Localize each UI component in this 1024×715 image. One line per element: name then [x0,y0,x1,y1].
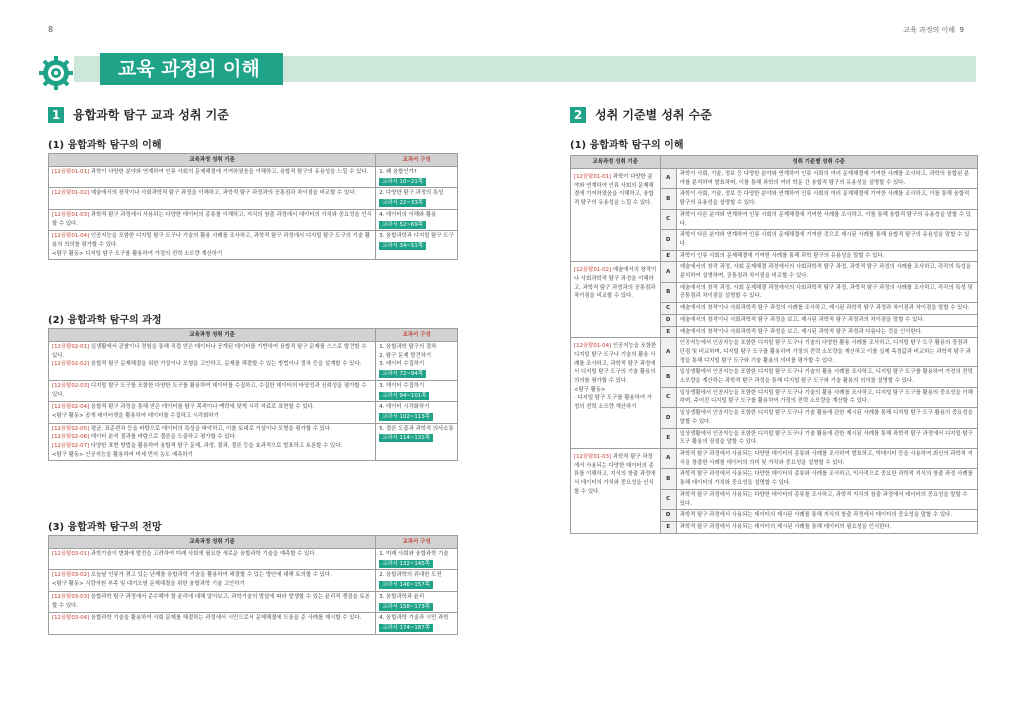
standard-code: [12융탐03-01] [52,551,90,557]
standard-line [52,403,372,412]
standard-line [52,614,372,623]
level-label: A [660,448,676,468]
textbook-cell [376,167,458,188]
standard-code: [12융탐02-03] [52,382,90,389]
standard-text: 인공지능을 포함한 디지털 탐구 도구나 기술의 활용 사례를 조사하고, 과학적 탐구 과정에서 디지털 탐구 도구의 기술 활용의 의의를 평가할 수 있다. [574,343,657,385]
subsection-title: (3) 융합과학 탐구의 전망 [48,522,162,533]
standard-code: [12융탐02-06] [52,434,90,441]
standard-text: 융합과학 기술을 활용하여 사회 문제를 해결하는 과정에서 시민으로서 문제해결에 도움을 준 사례를 제시할 수 있다. [89,615,362,622]
table-row [49,591,458,612]
standard-cell [49,342,376,381]
level-description: 예술에서의 창작이나 사회과학적 탐구 과정을 보고, 제시된 과학적 탐구 과정과 다름다는 것을 인식한다. [676,326,977,338]
standard-cell [49,423,376,461]
standard-line [574,342,657,386]
level-description: 예술에서의 창작이나 사회과학적 탐구 과정을 보고, 제시된 과학적 탐구 과정과의 차이점을 말할 수 있다. [676,314,977,326]
level-label: A [660,338,676,367]
standard-line [52,382,372,399]
level-description: 과학적 탐구 과정에서 사용되는 다양한 데이터의 종류를 조사하고, 과학적 지식의 창출 과정에서 데이터의 중요성을 말할 수 있다. [676,489,977,509]
standard-text: <탐구 활동> 식량자원 부족 및 대기오염 문제해결을 위한 융합과학 기술 고안하기 [52,581,245,588]
level-label: D [660,230,676,250]
standard-cell [571,169,661,262]
table-row [49,188,458,209]
standard-line [574,394,657,411]
page-range-badge: 교과서 10~21쪽 [379,178,426,186]
level-label: C [660,209,676,229]
level-description: 과학이 다른 분야와 연계하여 인류 사회의 문제해결에 기여한 사례를 조사하고, 이를 통해 융합적 탐구의 유용성을 말할 수 있다. [676,209,977,229]
standard-cell [49,380,376,401]
standard-cell [49,613,376,634]
standard-line [52,412,372,421]
standard-code: [12융탐03-02] [52,572,90,579]
standard-line [574,266,657,301]
level-description: 일상생활에서 인공지능을 포함한 디지털 탐구 도구나 기술 활용에 관한 제시된 사례를 통해 디지털 탐구 도구 활용의 중요성을 말할 수 있다. [676,408,977,428]
standard-line [52,425,372,434]
column-header: 성취 기준별 성취 수준 [660,156,977,169]
standard-line [52,571,372,580]
textbook-unit: 4. 융합과학 기술과 시민 과학 [379,615,449,622]
standard-line [574,386,657,395]
textbook-unit: 3. 데이터 수집하기 [379,361,425,368]
standard-code: [12융탐01-04] [574,343,612,350]
standard-code: [12융탐02-01] [52,344,90,350]
running-head-text: 교육 과정의 이해 [903,26,956,34]
standard-text: <탐구 활동> 디지털 탐구 도구를 활용하여 가정의 전력 소모량 계산하기 [52,250,223,257]
standard-line [52,580,372,589]
textbook-cell [376,613,458,634]
section-heading-2 [570,106,712,123]
level-description: 예술에서의 창작 과정, 사회 문제해결 과정에서의 사회과학적 탐구 과정, 과학적 탐구 과정의 사례를 조사하고, 각각의 특성을 분석하여 설명하며, 공통점과 차이점을 비교할 수 있다. [676,262,977,282]
level-label: D [660,314,676,326]
standard-text: 데이터 분석 결과를 바탕으로 결론을 도출하고 평가할 수 있다. [89,434,237,441]
level-label: E [660,428,676,448]
column-header: 교과서 구성 [376,329,458,342]
page-range-badge: 교과서 158~173쪽 [379,603,433,611]
level-description: 과학이 사회, 기술, 정보 등 다양한 분야와 연계하여 인류 사회의 여러 문제해결에 기여한 사례를 조사하고, 과학의 융합된 분야를 분석하여 발표하며, 이를 통해 과학의 여러 학문 간 융합적 탐구의 유용성을 설명할 수 있다. [676,169,977,189]
table-row [49,231,458,260]
column-header: 교육과정 성취 기준 [49,329,376,342]
table-row [49,549,458,570]
standard-text: 실생활에서 관찰이나 경험을 통해 직접 얻은 데이터나 공개된 데이터를 기반하여 융합적 탐구 문제를 스스로 발견할 수 있다. [52,344,367,359]
level-label: B [660,189,676,209]
page-range-badge: 교과서 174~187쪽 [379,624,433,632]
textbook-unit: 3. 융합과학과 디지털 탐구 도구 [379,233,454,240]
textbook-unit: 4. 데이터 시각화하기 [379,404,430,411]
standard-code: [12융탐01-02] [574,267,612,274]
table-row [49,423,458,461]
table-row [49,342,458,381]
standard-cell [49,167,376,188]
standard-line [52,168,372,177]
standard-cell [571,338,661,449]
level-label: D [660,408,676,428]
standard-text: 과학적 탐구 과정에서 사용되는 다양한 데이터의 종류를 이해하고, 지식의 창출 과정에서 데이터의 가치와 중요성을 인식할 수 있다. [574,453,656,495]
column-header: 교육과정 성취 기준 [49,536,376,549]
page-range-badge: 교과서 34~51쪽 [379,242,426,250]
textbook-unit: 2. 탐구 문제 발견하기 [379,352,432,359]
standard-code: [12융탐02-02] [52,361,90,368]
level-description: 과학이 사회, 기술, 정보 등 다양한 분야와 연계하여 인류 사회의 여러 문제해결에 기여한 사례를 조사하고, 이를 통해 융합적 탐구의 유용성을 설명할 수 있다. [676,189,977,209]
textbook-cell [376,342,458,381]
table-row [49,167,458,188]
banner-title: 교육 과정의 이해 [100,53,283,85]
standard-cell [49,209,376,230]
section-title: 융합과학 탐구 교과 성취 기준 [73,108,229,122]
standard-text: 과학기술이 변화에 발전을 고려하여 미래 사회에 필요한 새로운 융합과학 기술을 예측할 수 있다. [89,551,317,557]
standard-cell [49,570,376,591]
level-row [571,448,978,468]
standard-text: 예술에서의 창작이나 사회과학적 탐구 과정을 이해하고, 과학적 탐구 과정과의 공통점과 차이점을 비교할 수 있다. [574,267,657,300]
standard-cell [49,402,376,423]
level-label: A [660,262,676,282]
standard-line [52,250,372,259]
running-head [903,25,964,35]
textbook-unit: 3. 융합과학과 윤리 [379,593,425,600]
section-heading-1 [48,106,229,123]
level-label: C [660,489,676,509]
page-range-badge: 교과서 22~33쪽 [379,199,426,207]
section-number: 1 [48,107,64,123]
standard-code: [12융탐02-05] [52,425,90,432]
level-label: D [660,510,676,522]
standard-line [52,550,372,559]
table-row [49,402,458,423]
column-header: 교과서 구성 [376,536,458,549]
standard-cell [49,591,376,612]
standard-line [52,451,372,460]
standard-text: 오늘날 인류가 겪고 있는 난제를 융합과학 기술을 활용하여 해결할 수 있는 방안에 대해 토의할 수 있다. [89,572,332,579]
subsection-title: (2) 융합과학 탐구의 과정 [48,315,162,326]
level-row [571,338,978,367]
standards-table [48,535,458,635]
page-range-badge: 교과서 52~69쪽 [379,221,426,229]
standard-line [52,232,372,249]
textbook-cell [376,188,458,209]
level-label: E [660,521,676,533]
section-title: 성취 기준별 성취 수준 [595,108,712,122]
level-label: E [660,326,676,338]
standard-code: [12융탐01-04] [52,233,90,240]
level-description: 일상생활에서 인공지능을 포함한 디지털 탐구 도구나 기술의 활용 사례를 조사하고, 디지털 탐구 도구를 활용의 중요성을 이해하며, 주어진 디지털 탐구 도구를 활용하여 가정의 전력 소모량을 계산할 수 있다. [676,387,977,407]
standard-line [574,173,657,208]
textbook-unit: 1. 미래 사회와 융합과학 기술 [379,551,449,557]
level-label: B [660,282,676,302]
level-description: 과학적 탐구 과정에서 사용되는 다양한 데이터의 종류와 사례를 조사하고, 익사적으로 중요한 과학적 지식의 창출 과정 사례를 통해 데이터의 가치와 중요성을 설명할 수 있다. [676,469,977,489]
achievement-level-table [570,155,978,534]
standard-code: [12융탐01-03] [574,453,612,460]
standard-code: [12융탐02-04] [52,404,90,411]
standard-code: [12융탐01-02] [52,190,90,197]
level-description: 과학적 탐구 과정에서 사용되는 데이터의 제시된 사례를 통해 지식의 창출 과정에서 데이터의 중요성을 말할 수 있다. [676,510,977,522]
standard-line [52,360,372,369]
subsection-title: (1) 융합과학 탐구의 이해 [570,140,684,151]
level-description: 일상생활에서 인공지능을 포함한 디지털 탐구 도구나 기술 활용에 관한 제시된 사례를 통해 과학적 탐구 과정에서 디지털 탐구 도구 활용의 장점을 말할 수 있다. [676,428,977,448]
textbook-unit: 1. 왜 융합인가? [379,169,417,175]
textbook-cell [376,423,458,461]
page-range-badge: 교과서 72~94쪽 [379,370,426,378]
page-range-badge: 교과서 146~157쪽 [379,581,433,589]
textbook-cell [376,549,458,570]
gear-icon [38,55,74,91]
table-row [49,209,458,230]
standard-line [52,211,372,228]
standard-line [574,453,657,497]
textbook-cell [376,402,458,423]
textbook-cell [376,231,458,260]
level-row [571,169,978,189]
standards-table [48,153,458,260]
textbook-unit: 5. 결론 도출과 과학적 의사소통 [379,425,454,432]
standard-code: [12융탐03-04] [52,615,90,622]
table-row [49,613,458,634]
standard-text: <탐구 활동> 공개 데이터셋을 활용하여 데이터를 수집하고 시각화하기 [52,412,219,419]
standard-line [52,433,372,442]
page-number-left: 8 [48,25,54,34]
standard-text: 예술에서의 창작이나 사회과학적 탐구 과정을 이해하고, 과학적 탐구 과정과의 공통점과 차이점을 비교할 수 있다. [89,190,357,197]
textbook-unit: 2. 다양한 탐구 과정의 특성 [379,190,444,197]
standard-text: 과학이 다양한 분야와 연계하여 인류 사회의 문제해결에 기여하였음을 이해하고, 융합적 탐구의 유용성을 느낄 수 있다. [574,174,654,207]
standard-code: [12융탐01-01] [52,169,90,175]
textbook-cell [376,209,458,230]
standard-line [52,593,372,610]
standard-text: 평균, 표준편차 등을 바탕으로 데이터의 특성을 파악하고, 이를 토대로 가설이나 모형을 평가할 수 있다. [89,425,332,432]
standard-text: 과학적 탐구 과정에서 사용되는 다양한 데이터의 종류를 이해하고, 지식의 창출 과정에서 데이터의 가치와 중요성을 인식할 수 있다. [52,211,372,227]
textbook-cell [376,591,458,612]
page-range-badge: 교과서 102~113쪽 [379,413,433,421]
standard-code: [12융탐03-03] [52,593,90,600]
standard-text: 다양한 표현 방법을 활용하여 융합적 탐구 문제, 과정, 결과, 결론 등을 효과적으로 발표하고 토론할 수 있다. [89,443,343,450]
level-description: 과학이 다른 분야와 연계하여 인류 사회의 문제해결에 기여한 것으로 제시된 사례를 통해 융합적 탐구의 유용성을 말할 수 있다. [676,230,977,250]
standard-cell [49,231,376,260]
standard-code: [12융탐01-03] [52,211,90,218]
textbook-unit: 4. 데이터의 이해와 활용 [379,211,437,218]
standard-text: 과학이 다양한 분야와 연계하여 인류 사회의 문제해결에 기여하였음을 이해하고, 융합적 탐구의 유용성을 느낄 수 있다. [89,169,369,175]
level-description: 인공지능에서 인공지능을 포함한 디지털 탐구 도구나 기술의 다양한 활용 사례를 조사하고, 디지털 탐구 도구 활용의 장점과 단점 및 비교하며, 디지털 탐구 도구를 활용하여 가정의 전력 소모량을 계산하고 이를 실제 측정값과 비교하는 과학적 탐구 과정을 통해 디지털 탐구 도구와 기술 활용의 의미를 평가할 수 있다. [676,338,977,367]
standard-cell [571,448,661,533]
textbook-unit: 1. 융합과학 탐구의 절차 [379,344,437,350]
standard-text: 융합적 탐구 과정을 통해 얻은 데이터를 탐구 목적이나 맥락에 맞게 시각 자료로 표현할 수 있다. [89,404,315,411]
page-number-right: 9 [959,26,964,34]
subsection-title: (1) 융합과학 탐구의 이해 [48,140,162,151]
page-range-badge: 교과서 114~131쪽 [379,434,433,442]
textbook-unit: 3. 데이터 수집하기 [379,382,425,389]
table-row [49,380,458,401]
table-row [49,570,458,591]
level-row [571,262,978,282]
column-header: 교육과정 성취 기준 [49,154,376,167]
section-number: 2 [570,107,586,123]
textbook-cell [376,380,458,401]
standard-text: <탐구 활동> [574,386,606,393]
standard-text: · 디지털 탐구 도구를 활용하여 가정의 전력 소모량 계산하기 [574,395,652,411]
page-range-badge: 교과서 132~145쪽 [379,560,433,568]
standard-line [52,343,372,360]
standard-cell [49,188,376,209]
level-label: E [660,250,676,262]
level-label: C [660,387,676,407]
standard-line [52,189,372,198]
page-range-badge: 교과서 94~101쪽 [379,392,429,400]
level-description: 과학적 탐구 과정에서 사용되는 데이터의 제시된 사례를 통해 데이터의 필요성을 인식한다. [676,521,977,533]
column-header: 교과서 구성 [376,154,458,167]
level-description: 예술에서의 창작이나 사회과학적 탐구 과정의 사례를 조사하고, 제시된 과학적 탐구 과정과 차이점과 차이점을 말할 수 있다. [676,303,977,315]
standard-line [52,442,372,451]
level-description: 과학이 인류 사회의 문제해결에 기여한 사례를 통해 과학 탐구의 유용성을 말할 수 있다. [676,250,977,262]
level-description: 일상생활에서 인공지능을 포함한 디지털 탐구 도구나 기술의 활용 사례를 조사하고, 디지털 탐구 도구를 활용하여 가정의 전력 소모량을 계산하는 과학적 탐구 과정을 통해 디지털 탐구 도구와 기술 활용의 의의를 설명할 수 있다. [676,367,977,387]
level-label: B [660,367,676,387]
level-label: A [660,169,676,189]
level-description: 예술에서의 창작 과정, 사회 문제해결 과정에서의 사회과학적 탐구 과정, 과학적 탐구 과정의 사례를 조사하고, 각각의 특성 및 공통점과 차이점을 설명할 수 있다. [676,282,977,302]
standard-text: <탐구 활동> 인공지능을 활용하여 미세 먼지 농도 예측하기 [52,451,193,458]
level-label: B [660,469,676,489]
level-label: C [660,303,676,315]
standards-table [48,328,458,461]
standard-text: 디지털 탐구 도구를 포함한 다양한 도구를 활용하여 데이터를 수집하고, 수집한 데이터의 타당성과 신뢰성을 평가할 수 있다. [52,382,367,398]
standard-cell [571,262,661,338]
standard-code: [12융탐02-07] [52,443,90,450]
column-header: 교육과정 성취 기준 [571,156,661,169]
standard-text: 융합과학 탐구 과정에서 준수해야 할 윤리에 대해 알아보고, 과학기술의 발달에 따라 발생할 수 있는 윤리적 쟁점을 토론할 수 있다. [52,593,370,609]
level-description: 과학적 탐구 과정에서 사용되는 다양한 데이터의 종류와 사례를 조사하여 발표하고, 빅데이터 등을 사용하여 최신의 과학적 지식을 창출한 사례를 데이터의 의미 및 가치와 중요성을 설명할 수 있다. [676,448,977,468]
standard-code: [12융탐01-01] [574,174,612,180]
textbook-cell [376,570,458,591]
textbook-unit: 2. 융합과학의 위대한 도전 [379,572,442,579]
standard-text: 인공지능을 포함한 디지털 탐구 도구나 기술의 활용 사례를 조사하고, 과학적 탐구 과정에서 디지털 탐구 도구의 기술 활용의 의의를 평가할 수 있다. [52,233,370,248]
standard-text: 융합적 탐구 문제해결을 위한 가설이나 모형을 고안하고, 문제를 해결할 수 있는 방법이나 절차 등을 설계할 수 있다. [89,361,362,368]
standard-cell [49,549,376,570]
